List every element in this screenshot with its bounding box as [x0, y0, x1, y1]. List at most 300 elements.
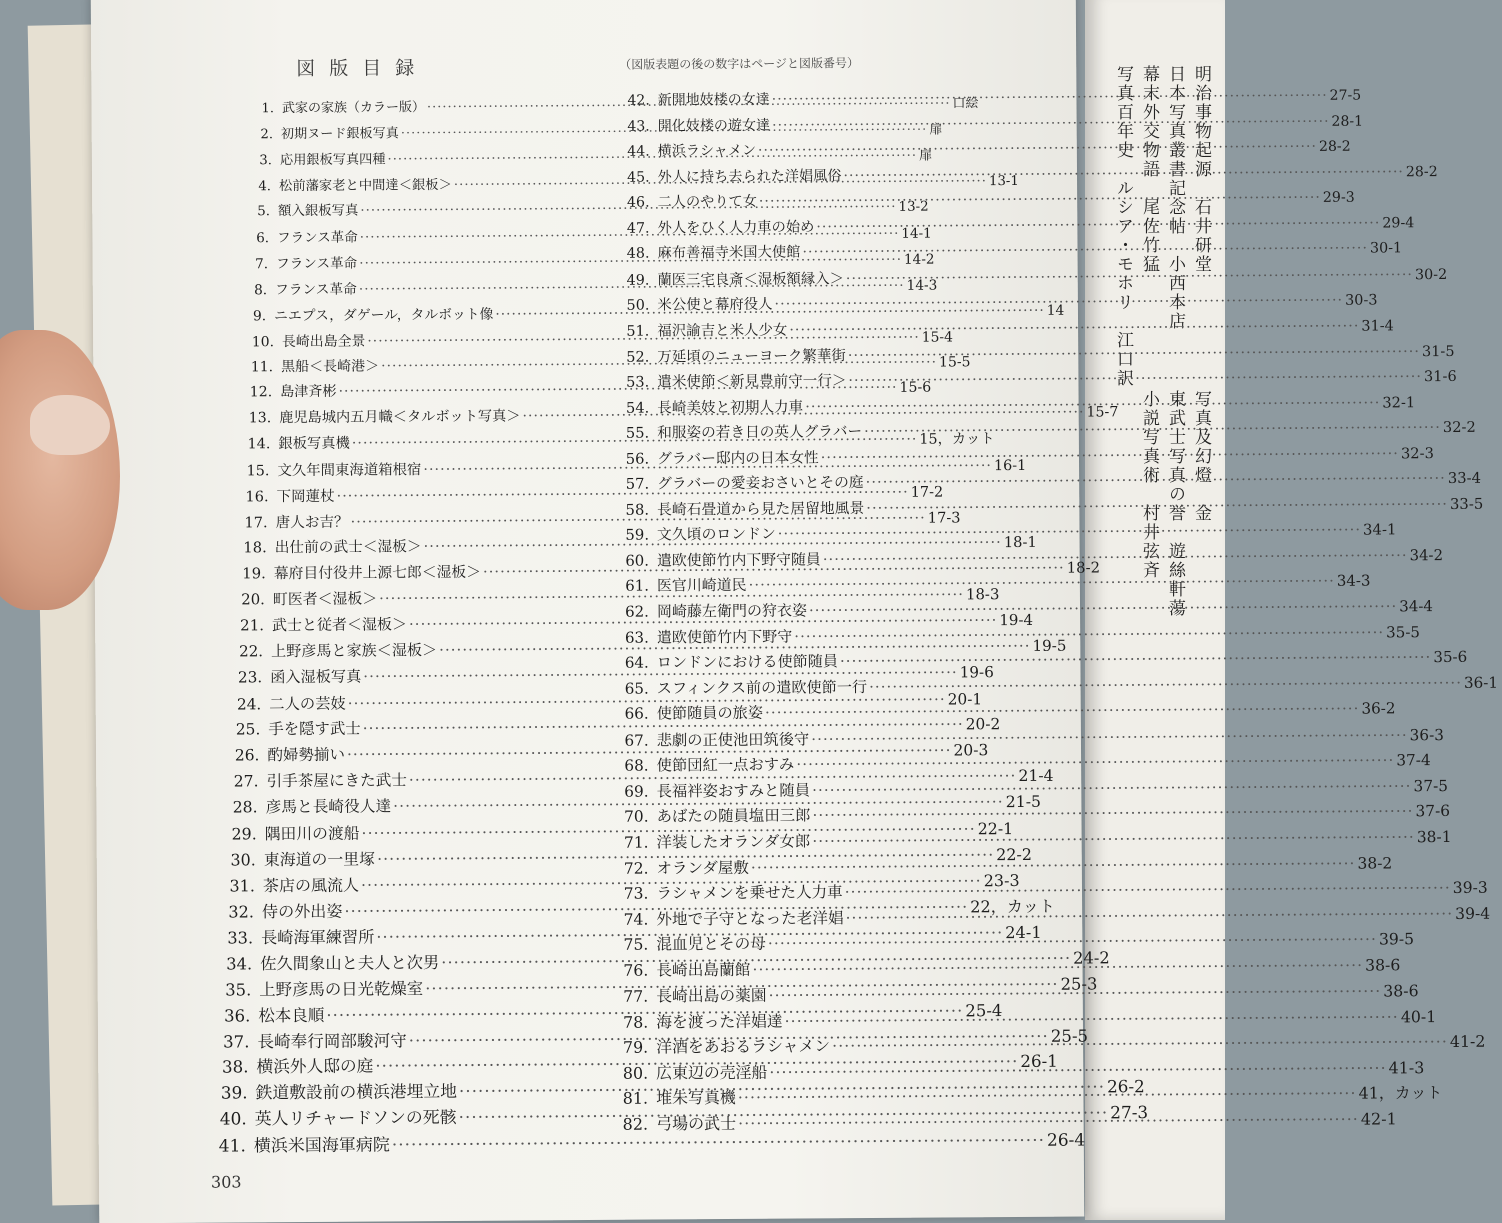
entry-number: 76.: [623, 960, 649, 980]
index-entry: [625, 571, 1371, 597]
dot-leader: [848, 368, 1422, 389]
entry-page-ref: 37-4: [1396, 751, 1431, 770]
index-entry: [625, 418, 1476, 443]
entry-title: 鹿児島城内五月幟＜タルボット写真＞: [279, 408, 521, 427]
entry-number: 68.: [624, 756, 649, 776]
entry-title: 横浜外人邸の庭: [256, 1055, 374, 1077]
entry-title: 二人のやりて女: [657, 193, 757, 211]
entry-number: 10.: [251, 333, 275, 350]
entry-page-ref: 15-4: [921, 329, 953, 346]
index-entry: [626, 343, 1455, 367]
entry-page-ref: 23-3: [983, 870, 1020, 890]
entry-title: 文久年間東海道箱根宿: [277, 462, 422, 480]
entry-title: 引手茶屋にきた武士: [266, 771, 407, 791]
entry-title: 松前藩家老と中間達＜銀板＞: [278, 177, 452, 194]
entry-number: 60.: [625, 551, 650, 570]
dot-leader: [866, 496, 1448, 517]
entry-title: 佐久間象山と夫人と次男: [260, 953, 440, 974]
entry-page-ref: 39-4: [1455, 904, 1491, 923]
index-entry: [626, 266, 1448, 290]
entry-title: 侍の外出姿: [261, 902, 343, 922]
entry-page-ref: 25-5: [1050, 1026, 1089, 1046]
entry-number: 21.: [240, 616, 265, 635]
entry-title: 武家の家族（カラー版）: [281, 100, 425, 117]
entry-page-ref: 38-6: [1383, 981, 1419, 1001]
entry-title: 文久頃のロンドン: [656, 525, 776, 544]
entry-page-ref: 18-2: [1066, 559, 1101, 577]
entry-number: 36.: [224, 1006, 251, 1026]
entry-page-ref: 42-1: [1360, 1109, 1397, 1129]
entry-number: 74.: [623, 910, 649, 929]
entry-title: ニエプス，ダゲール，タルボット像: [274, 306, 494, 324]
page-number: 303: [210, 1172, 242, 1192]
entry-number: 62.: [624, 602, 649, 621]
entry-number: 82.: [622, 1114, 649, 1134]
entry-title: 鉄道敷設前の横浜港埋立地: [255, 1081, 458, 1103]
entry-page-ref: 17-2: [910, 484, 944, 501]
entry-page-ref: 32-2: [1442, 418, 1476, 437]
entry-page-ref: 30-2: [1414, 266, 1448, 284]
dot-leader: [796, 752, 1394, 774]
entry-page-ref: 39-5: [1378, 929, 1415, 949]
entry-page-ref: 26-1: [1020, 1051, 1058, 1072]
entry-title: 開化妓楼の遊女達: [657, 117, 771, 135]
dot-leader: [772, 113, 1330, 133]
entry-page-ref: 28-2: [1405, 163, 1438, 180]
index-entry: [626, 317, 1394, 341]
entry-page-ref: 20-3: [953, 741, 989, 760]
entry-page-ref: 37-6: [1415, 802, 1451, 821]
entry-number: 65.: [624, 679, 649, 698]
entry-title: 島津斉彬: [280, 384, 337, 401]
facing-page-text: 写真百年史 ルシア・モホリ 江口訳: [1113, 65, 1133, 388]
entry-number: 4.: [258, 178, 272, 194]
entry-page-ref: 40-1: [1400, 1006, 1437, 1027]
entry-number: 67.: [624, 731, 649, 750]
entry-title: 遣欧使節竹内下野守: [656, 627, 793, 647]
entry-number: 8.: [253, 282, 268, 299]
dot-leader: [843, 164, 1404, 184]
index-entry: [627, 113, 1364, 136]
entry-number: 79.: [622, 1037, 649, 1058]
entry-page-ref: 37-5: [1413, 776, 1449, 796]
entry-title: 使節団紅一点おすみ: [656, 755, 795, 775]
dot-leader: [845, 879, 1451, 901]
entry-number: 33.: [227, 928, 254, 948]
dot-leader: [789, 319, 1359, 339]
entry-title: ラシャメンを乗せた人力車: [656, 883, 843, 903]
index-entry: [623, 1006, 1437, 1033]
entry-number: 56.: [625, 450, 650, 468]
facing-page-text: 幕末外交物語 尾佐竹猛: [1139, 65, 1159, 274]
entry-number: 46.: [626, 194, 650, 211]
entry-page-ref: 21-5: [1005, 791, 1042, 812]
dot-leader: [794, 623, 1384, 645]
dot-leader: [778, 521, 1361, 543]
entry-number: 15.: [246, 463, 270, 480]
entry-number: 13.: [248, 410, 272, 427]
entry-number: 72.: [623, 859, 649, 878]
entry-page-ref: 15-6: [899, 379, 932, 397]
facing-page-text: 写真及幻燈 金: [1191, 390, 1211, 523]
entry-number: 27.: [233, 772, 259, 791]
entry-number: 75.: [623, 934, 649, 954]
dot-leader: [866, 470, 1446, 491]
entry-title: 和服姿の若き日の英人グラバー: [657, 423, 863, 442]
entry-title: 上野彦馬の日光乾燥室: [259, 979, 424, 1000]
entry-number: 32.: [228, 902, 255, 922]
dot-leader: [805, 394, 1380, 415]
dot-leader: [759, 190, 1321, 210]
entry-title: フランス革命: [276, 255, 358, 273]
entry-number: 9.: [252, 308, 267, 325]
entry-page-ref: 15-5: [938, 353, 971, 371]
index-entry: [218, 1128, 1086, 1157]
entry-number: 16.: [245, 488, 269, 506]
entry-page-ref: 30-1: [1369, 240, 1403, 257]
entry-title: 幕府目付役井上源七郎＜湿板＞: [273, 564, 482, 583]
entry-number: 5.: [257, 204, 271, 220]
entry-title: 長崎出島の薬園: [656, 986, 767, 1006]
entry-page-ref: 19-4: [999, 610, 1034, 630]
index-entry: [626, 367, 1457, 392]
entry-page-ref: 30-3: [1345, 292, 1378, 310]
index-entry: [624, 647, 1468, 673]
entry-title: 弓場の武士: [656, 1113, 737, 1134]
entry-title: 使節随員の旅姿: [656, 703, 764, 723]
entry-title: 手を隠す武士: [268, 719, 361, 739]
entry-title: 函入湿板写真: [270, 667, 362, 686]
entry-title: 医官川崎道民: [656, 576, 747, 595]
entry-number: 77.: [623, 986, 649, 1007]
entry-number: 47.: [626, 220, 650, 237]
entry-number: 35.: [225, 980, 252, 1000]
entry-page-ref: 35-5: [1386, 622, 1421, 641]
dot-leader: [758, 139, 1317, 159]
entry-page-ref: 36-1: [1463, 673, 1499, 692]
entry-number: 19.: [242, 565, 266, 583]
entry-number: 71.: [623, 833, 649, 852]
entry-number: 69.: [624, 782, 649, 801]
entry-number: 25.: [235, 720, 261, 739]
entry-title: 東海道の一里塚: [263, 849, 376, 869]
entry-title: 混血児とその母: [656, 933, 766, 954]
facing-page-text: 明治事物起源 石井研堂: [1191, 65, 1211, 274]
page-title: 図版目録: [296, 57, 429, 81]
entry-title: グラバーの愛妾おさいとその庭: [657, 474, 864, 493]
entry-title: 岡崎藤左衛門の狩衣姿: [656, 601, 807, 621]
entry-page-ref: 18-3: [965, 585, 1000, 604]
entry-number: 48.: [626, 245, 650, 263]
entry-page-ref: 18-1: [1003, 534, 1037, 552]
dot-leader: [845, 905, 1453, 927]
entry-number: 41.: [218, 1136, 246, 1157]
entry-number: 61.: [625, 577, 649, 596]
entry-page-ref: 34-4: [1399, 597, 1434, 616]
entry-number: 12.: [249, 384, 273, 401]
entry-title: スフィンクス前の遣欧使節一行: [656, 677, 868, 698]
dot-leader: [869, 674, 1462, 696]
entry-title: 海を渡った洋娼達: [656, 1011, 783, 1032]
entry-page-ref: 32-3: [1400, 444, 1434, 463]
entry-number: 29.: [231, 824, 257, 844]
entry-title: 外地で子守となった老洋娼: [656, 908, 844, 929]
entry-page-ref: 13-1: [988, 173, 1019, 189]
entry-title: 松本良順: [258, 1005, 325, 1026]
dot-leader: [802, 241, 1368, 261]
dot-leader: [812, 828, 1415, 850]
entry-page-ref: 扉: [918, 148, 933, 164]
entry-page-ref: 25-3: [1060, 974, 1098, 994]
entry-number: 55.: [625, 424, 650, 442]
entry-title: 唐人お吉？: [275, 513, 349, 531]
entry-number: 49.: [626, 272, 650, 289]
dot-leader: [832, 1032, 1448, 1055]
entry-number: 70.: [624, 807, 649, 827]
dot-leader: [846, 267, 1413, 287]
dot-leader: [769, 1058, 1386, 1081]
entry-number: 43.: [627, 118, 650, 135]
entry-page-ref: 38-2: [1357, 853, 1393, 873]
entry-title: 下岡蓮杖: [276, 488, 335, 505]
entry-page-ref: 19-5: [1032, 636, 1067, 655]
entry-title: 初期ヌード銀板写真: [280, 126, 399, 142]
entry-page-ref: 16-1: [993, 457, 1027, 475]
entry-page-ref: 15，カット: [919, 431, 995, 448]
entry-number: 7.: [255, 256, 269, 273]
entry-number: 42.: [627, 92, 650, 109]
entry-title: フランス革命: [277, 229, 358, 247]
entry-title: 麻布善福寺米国大使館: [657, 244, 801, 262]
entry-title: あばたの随員塩田三郎: [656, 806, 811, 826]
dot-leader: [812, 803, 1413, 825]
entry-page-ref: 36-3: [1409, 725, 1444, 745]
entry-page-ref: 33-4: [1447, 470, 1482, 488]
entry-title: 町医者＜湿板＞: [272, 589, 378, 609]
entry-page-ref: 27-3: [1110, 1102, 1149, 1123]
entry-page-ref: 27-5: [1329, 87, 1362, 104]
entry-page-ref: 28-2: [1318, 138, 1351, 155]
index-entry: [626, 240, 1403, 263]
entry-title: 銀板写真機: [278, 435, 350, 453]
entry-page-ref: 13-2: [898, 199, 929, 216]
index-entry: [625, 495, 1484, 520]
facing-page-text: 日本写真叢書記念帖 小西本店: [1165, 65, 1185, 331]
entry-number: 78.: [623, 1012, 649, 1032]
dot-leader: [809, 597, 1397, 619]
entry-number: 34.: [226, 954, 253, 974]
entry-number: 24.: [236, 694, 262, 713]
entry-page-ref: 34-2: [1409, 545, 1444, 565]
entry-title: 長福袢姿おすみと随員: [656, 781, 811, 801]
entry-page-ref: 41，カット: [1358, 1083, 1443, 1104]
entry-number: 80.: [622, 1063, 649, 1083]
dot-leader: [748, 572, 1334, 594]
entry-page-ref: 29-3: [1322, 189, 1355, 207]
entry-number: 57.: [625, 475, 650, 493]
dot-leader: [765, 700, 1360, 722]
entry-number: 54.: [625, 399, 650, 417]
entry-number: 26.: [234, 746, 260, 765]
entry-page-ref: 19-6: [959, 662, 994, 682]
dot-leader: [864, 419, 1441, 440]
entry-title: 横浜ラシャメン: [657, 142, 757, 160]
dot-leader: [785, 1007, 1399, 1030]
entry-title: 英人リチャードソンの死骸: [254, 1107, 457, 1129]
entry-title: 隅田川の渡船: [264, 823, 360, 844]
entry-number: 50.: [626, 297, 650, 315]
entry-number: 52.: [626, 349, 650, 366]
entry-title: 悲劇の正使池田筑後守: [656, 730, 810, 750]
entry-page-ref: 34-1: [1362, 520, 1397, 539]
index-entry: [624, 802, 1451, 828]
entry-title: 茶店の風流人: [262, 875, 359, 895]
dot-leader: [774, 293, 1343, 313]
entry-title: 蘭医三宅良斎＜湿板額縁入＞: [657, 271, 844, 289]
entry-number: 3.: [259, 152, 273, 168]
entry-page-ref: 14-2: [903, 251, 935, 268]
entry-page-ref: 20-2: [965, 715, 1001, 734]
entry-page-ref: 24-2: [1073, 948, 1110, 968]
entry-number: 58.: [625, 501, 650, 519]
entry-number: 2.: [260, 127, 274, 143]
entry-number: 14.: [247, 436, 271, 453]
entry-title: 長崎石畳道から見た居留地風景: [657, 499, 865, 519]
entry-page-ref: 29-4: [1382, 214, 1415, 232]
index-entry: [626, 189, 1355, 212]
entry-number: 63.: [624, 628, 649, 647]
entry-number: 37.: [222, 1031, 250, 1052]
index-note: （図版表題の後の数字はページと図版番号）: [619, 56, 860, 72]
entry-page-ref: 41-3: [1388, 1058, 1425, 1078]
entry-number: 28.: [232, 797, 258, 817]
thumbnail: [30, 395, 110, 455]
entry-title: 遣欧使節竹内下野守随員: [656, 550, 821, 570]
entry-title: 長崎海軍練習所: [261, 927, 375, 948]
entry-page-ref: 28-1: [1331, 113, 1364, 130]
entry-page-ref: 26-2: [1107, 1076, 1145, 1097]
entry-number: 45.: [627, 169, 650, 186]
entry-title: 二人の芸妓: [269, 694, 346, 713]
entry-title: 長崎奉行岡部駿河守: [257, 1030, 407, 1051]
entry-page-ref: 39-3: [1452, 878, 1488, 898]
facing-page-text: 小説写真術 村井弦斉: [1139, 390, 1159, 580]
entry-number: 39.: [220, 1082, 248, 1103]
dot-leader: [812, 777, 1412, 799]
entry-title: ロンドンにおける使節随員: [656, 652, 839, 672]
dot-leader: [738, 1084, 1357, 1107]
entry-number: 6.: [256, 230, 270, 247]
entry-number: 1.: [261, 101, 274, 117]
entry-number: 20.: [241, 590, 265, 609]
entry-number: 44.: [627, 143, 650, 160]
entry-page-ref: 38-1: [1416, 827, 1452, 847]
entry-number: 73.: [623, 884, 649, 903]
entry-title: 武士と従者＜湿板＞: [271, 615, 408, 635]
dot-leader: [821, 445, 1399, 466]
entry-number: 11.: [250, 358, 274, 375]
entry-title: 広東辺の売淫船: [656, 1062, 768, 1083]
entry-number: 38.: [221, 1056, 249, 1078]
entry-page-ref: 14: [1046, 302, 1065, 319]
dot-leader: [823, 546, 1408, 568]
entry-title: 横浜米国海軍病院: [253, 1135, 390, 1157]
entry-title: 新開地妓楼の女達: [657, 91, 770, 109]
entry-title: 酌婦勢揃い: [267, 745, 346, 765]
entry-page-ref: 22-1: [977, 818, 1014, 839]
entry-title: 長崎出島全景: [281, 333, 366, 350]
dot-leader: [392, 1131, 1045, 1156]
index-entry: [625, 470, 1482, 494]
entry-title: 遣米使節＜新見豊前守一行＞: [657, 372, 847, 391]
entry-page-ref: 31-5: [1421, 343, 1455, 360]
entry-number: 23.: [237, 667, 263, 687]
entry-page-ref: 34-3: [1336, 571, 1371, 591]
entry-number: 53.: [626, 373, 650, 391]
entry-title: オランダ屋敷: [656, 858, 749, 878]
dot-leader: [848, 344, 1420, 364]
entry-title: 応用銀板写真四種: [279, 152, 386, 168]
entry-number: 22.: [239, 642, 264, 661]
entry-title: フランス革命: [275, 281, 357, 299]
dot-leader: [816, 215, 1380, 235]
entry-number: 66.: [624, 704, 649, 723]
entry-page-ref: 38-6: [1364, 955, 1401, 975]
entry-number: 30.: [230, 849, 256, 870]
index-entry: [627, 138, 1351, 164]
entry-number: 40.: [219, 1108, 247, 1129]
entry-title: 額入銀板写真: [277, 203, 359, 220]
entry-title: グラバー邸内の日本女性: [657, 449, 819, 468]
dot-leader: [768, 982, 1381, 1005]
entry-title: 上野彦馬と家族＜湿板＞: [271, 640, 438, 661]
entry-title: 黒船＜長崎港＞: [281, 357, 380, 375]
entry-page-ref: 口絵: [952, 96, 979, 112]
dot-leader: [768, 930, 1377, 953]
dot-leader: [840, 648, 1432, 670]
entry-page-ref: 32-1: [1382, 393, 1416, 412]
entry-title: 長崎出島蘭館: [656, 959, 751, 980]
entry-page-ref: 14-1: [901, 225, 932, 243]
index-entry: [627, 87, 1362, 110]
entry-page-ref: 24-1: [1005, 923, 1042, 943]
entry-title: 外人をひく人力車の始め: [657, 219, 815, 237]
entry-page-ref: 22，カット: [970, 897, 1056, 917]
entry-number: 17.: [244, 513, 268, 531]
entry-page-ref: 31-6: [1423, 367, 1457, 386]
entry-page-ref: 41-2: [1449, 1032, 1486, 1052]
entry-title: 洋装したオランダ女郎: [656, 832, 811, 852]
entry-page-ref: 15-7: [1086, 404, 1119, 421]
entry-number: 18.: [243, 539, 267, 557]
entry-number: 31.: [229, 875, 255, 896]
entry-number: 59.: [625, 525, 650, 545]
entry-page-ref: 35-6: [1433, 647, 1468, 667]
entry-title: 洋酒をあおるラシャメン: [656, 1036, 831, 1057]
entry-title: 万延頃のニューヨーク繁華街: [657, 347, 846, 366]
entry-page-ref: 31-4: [1361, 318, 1394, 335]
entry-page-ref: 25-4: [965, 1000, 1003, 1021]
entry-title: 堆朱写真機: [656, 1088, 736, 1108]
entry-page-ref: 17-3: [927, 508, 961, 527]
entry-title: 出仕前の武士＜湿板＞: [274, 538, 422, 557]
entry-page-ref: 26-4: [1046, 1130, 1086, 1151]
entry-title: 米公使と幕府役人: [657, 297, 773, 314]
facing-page-text: 東武士写真の誉 遊絲軒蕩: [1165, 390, 1185, 618]
entry-page-ref: 扉: [929, 122, 943, 138]
entry-number: 51.: [626, 323, 650, 340]
dot-leader: [752, 955, 1363, 978]
